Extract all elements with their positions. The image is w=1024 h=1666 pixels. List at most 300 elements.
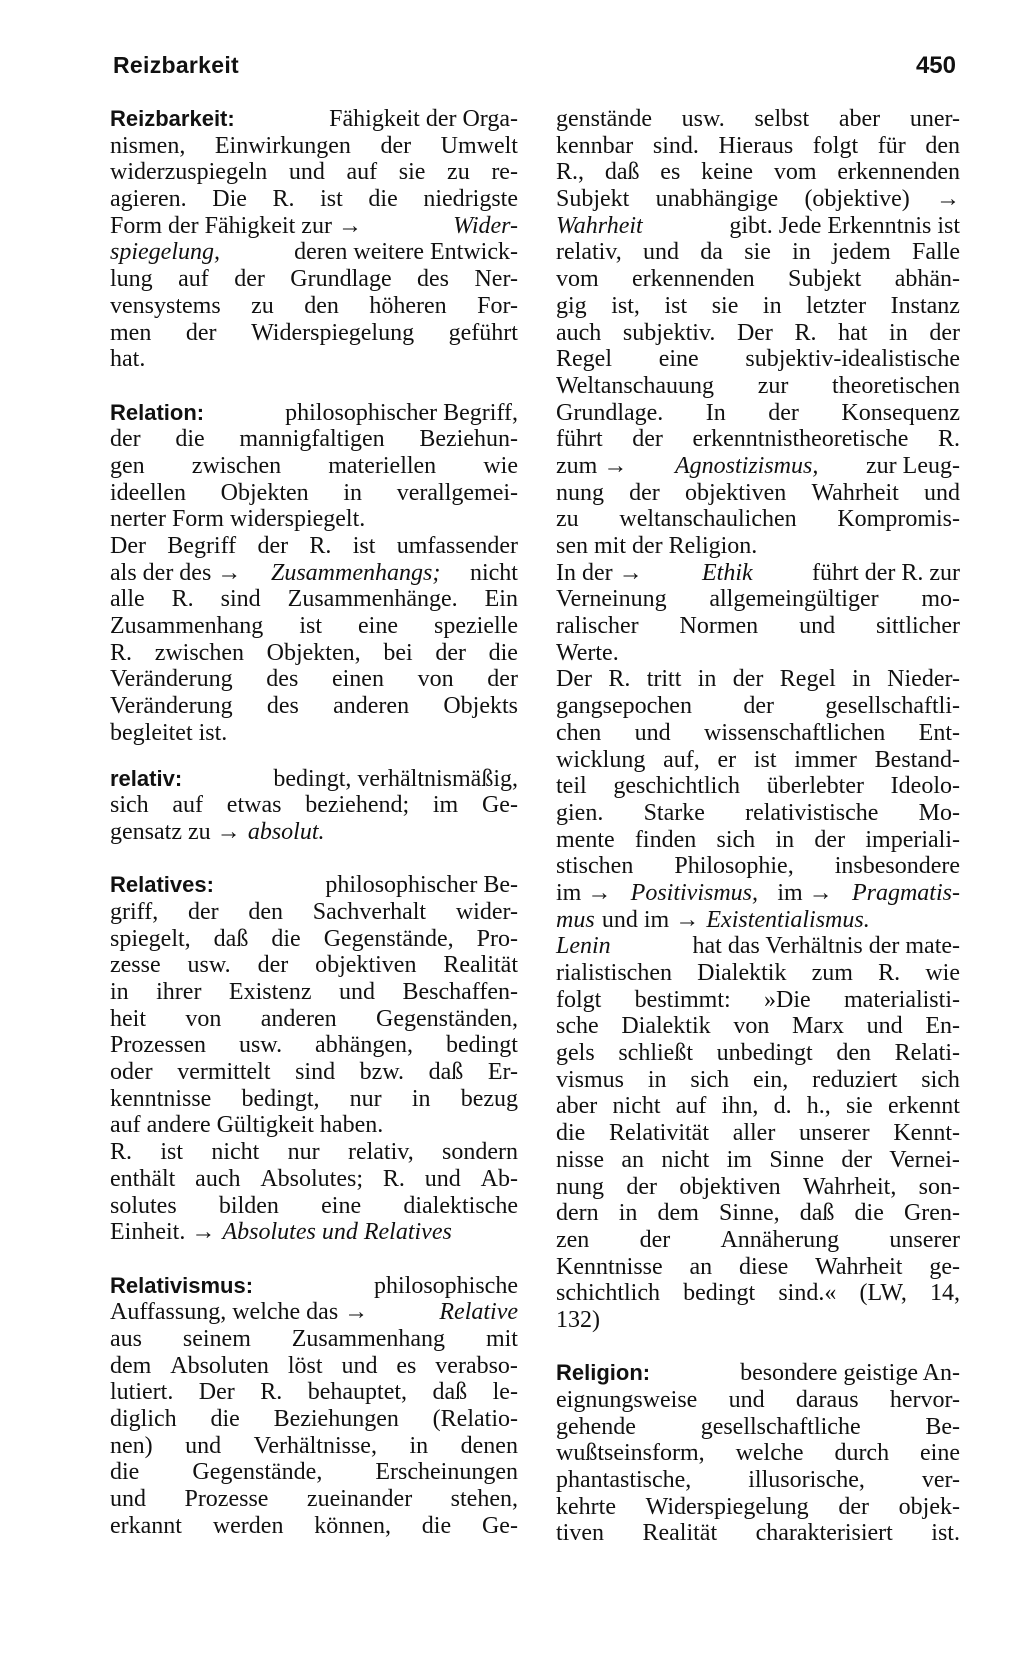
text-line [110,506,518,533]
text-run: Fähigkeit der Orga- [329,106,518,132]
text-line [110,1353,518,1380]
author-name: Lenin [556,933,611,960]
word: Konsequenz [841,399,960,426]
word: Nieder- [887,666,960,693]
word: in [792,239,811,266]
word: die [110,1459,140,1486]
word: Subjekt [556,186,630,213]
text-line [110,560,518,587]
text-run [110,266,518,293]
word: ihrer [156,979,202,1005]
word: spiegelt, [110,925,191,952]
text-line [110,1166,518,1193]
text-run: deren weitere Entwick- [294,239,518,266]
word: Prozessen [110,1032,206,1059]
text-line [556,1280,960,1307]
text-run [556,346,960,373]
text-run [110,1513,518,1540]
text-run: In der → [556,559,643,586]
text-line [556,1387,960,1414]
word: erkennt [887,1093,960,1120]
text-run [110,792,518,819]
word: kennbar [556,132,634,159]
word: Zusammenhang [291,1325,446,1352]
entry-term: Reizbarkeit: [110,106,235,131]
word: in [409,1432,429,1459]
text-line [110,872,518,899]
text-line [110,320,518,347]
word: ge- [929,1253,960,1280]
word: For- [477,292,518,319]
word: nung [556,1173,604,1200]
word: relativ, [347,1139,414,1166]
word: da [700,239,723,266]
word: der [632,426,663,453]
word: in [343,479,363,506]
text-line [556,480,960,507]
word: Marx [791,1013,844,1040]
word: zen [556,1226,590,1253]
word: gehende [556,1413,636,1440]
text-line [556,266,960,293]
word: R. [171,586,194,613]
word: geschichtlich [613,773,740,800]
word: der [487,666,518,693]
word: der [732,666,764,693]
text-run [110,1326,518,1353]
word: tritt [646,666,682,693]
word: von [733,1013,770,1040]
word: abhängen, [315,1032,414,1059]
word: finden [634,826,697,853]
word: zu [447,159,470,186]
word: Philosophie, [674,853,794,880]
text-run [110,1486,518,1513]
text-line [110,1513,518,1540]
word: bedingt [445,1032,518,1059]
text-line [110,533,518,560]
entry-relativismus [110,1273,518,1540]
word: Ideolo- [890,773,960,800]
word: Wahrheit, [802,1173,897,1200]
text-run [110,1032,518,1059]
text-line [110,1406,518,1433]
word: auch [556,319,602,346]
text-run: Form der Fähigkeit zur → [110,212,362,239]
word: men [110,319,152,346]
text-run [110,899,518,926]
text-run [110,1086,518,1113]
text-run [556,426,960,453]
word: ein, [752,1066,789,1093]
entry-religion [556,1360,960,1547]
text-line [110,792,518,819]
word: rialistischen [556,960,672,986]
word: vismus [556,1066,625,1093]
word: bestimmt: [634,986,731,1013]
word: gesellschaftliche [700,1413,861,1440]
word: der [929,319,960,346]
word: ist [664,292,688,319]
word: phantastische, [556,1467,692,1494]
word: daß [604,159,640,186]
entry-term: relativ: [110,765,183,791]
entry-term: Relation: [110,399,205,425]
text-line [110,926,518,953]
text-line [556,907,960,934]
text-run [110,1433,518,1460]
text-run: Einheit. → [110,1219,216,1246]
text-run [110,666,518,693]
text-line [556,1120,960,1147]
word: daß [428,1059,464,1086]
cross-reference: Wahrheit [556,212,643,239]
word: nismen, [110,132,186,159]
text-run [556,1227,960,1254]
word: und [185,1432,222,1459]
word: Gegenstände, [192,1459,323,1486]
word: Begriff [167,533,237,559]
text-line [556,506,960,533]
text-run [110,640,518,667]
word: jedem [832,239,891,266]
word: Sachverhalt [312,898,427,925]
word: In [705,399,726,426]
word: Ner- [474,266,518,293]
text-line [556,720,960,747]
text-line [556,800,960,827]
text-line [556,640,960,667]
word: daß [432,1379,468,1406]
word: stehen, [450,1486,518,1513]
word: der [743,693,774,720]
word: und [110,1486,146,1513]
word: unabhängige [655,186,779,213]
text-line [556,693,960,720]
word: an [689,1253,713,1280]
word: Zusammenhänge. [287,586,458,613]
word: nicht [211,1139,260,1166]
word: lutiert. [110,1379,174,1406]
word: d. [773,1093,792,1120]
word: mannigfaltigen [239,426,385,453]
word: stischen [556,853,634,880]
word: R. [608,666,631,693]
word: die [175,426,205,453]
word: und [799,613,836,640]
word: Objekten [220,479,309,506]
text-line [556,373,960,400]
word: dem [110,1352,152,1379]
cross-reference: Positivismus, [630,879,758,906]
word: beziehend; [305,792,410,819]
text-run: bedingt, verhältnismäßig, [273,765,518,792]
text-run [110,186,518,213]
word: Subjekt [788,266,862,293]
text-line [556,106,960,133]
text-run [110,979,518,1006]
text-run: philosophischer Be- [325,872,518,899]
word: letzter [806,292,867,319]
word: des [417,266,450,293]
word: allgemeingültiger [709,586,879,613]
word: reduziert [812,1066,898,1093]
word: sind.« [778,1280,837,1307]
word: löst [287,1352,323,1379]
text-run [556,239,960,266]
page-number: 450 [915,52,956,79]
text-run: im → [556,879,612,906]
word: Gegenstände, [323,925,454,952]
word: der [257,533,289,559]
word: diese [738,1253,789,1280]
word: aller [732,1120,776,1147]
text-line [110,1086,518,1113]
word: unserer [889,1226,960,1253]
word: in [852,666,871,693]
word: auf [346,159,378,186]
word: vom [773,159,817,186]
word: bezug [460,1085,518,1112]
word: dern [556,1200,599,1227]
word: Ge- [481,1512,518,1539]
cross-reference: Pragmatis- [851,879,960,906]
word: R. [260,1379,283,1406]
word: objektiven [315,952,417,979]
word: R. [382,1165,405,1192]
text-line [110,400,518,427]
word: gien. [556,799,604,826]
word: unserer [799,1120,870,1147]
text-line [556,1440,960,1467]
word: Regel [556,346,612,373]
text-run [110,133,518,160]
text-run [110,693,518,720]
word: sind. [652,132,699,159]
word: und [341,1352,378,1379]
word: griff, [110,898,159,925]
text-line [556,400,960,427]
word: daraus [795,1387,859,1413]
running-title: Reizbarkeit [113,52,240,78]
word: zu [556,506,579,533]
text-line [556,1307,960,1334]
text-run: im → [777,879,833,906]
text-run: philosophischer Begriff, [285,399,518,426]
text-run [556,373,960,400]
word: teil [556,773,587,800]
word: Pro- [476,925,518,952]
word: der [629,479,660,506]
word: subjektiv. [622,319,716,346]
text-line [110,1299,518,1326]
word: der [234,266,265,293]
word: Falle [911,239,960,266]
word: Widerspiegelung [251,319,415,346]
text-run [556,1280,960,1307]
text-line [556,293,960,320]
word: erkennenden [837,159,960,186]
text-line [556,1254,960,1281]
word: zesse [110,952,161,979]
word: den [836,1040,871,1067]
word: usw. [681,106,725,132]
word: gels [556,1040,595,1067]
text-line [110,613,518,640]
word: Ent- [918,719,960,746]
word: umfassender [396,533,518,559]
word: R. [937,426,960,453]
word: charakterisiert [755,1520,893,1547]
word: R. [110,639,133,666]
word: objektiven [679,1173,781,1200]
word: R. [272,186,295,213]
word: hervor- [889,1387,960,1413]
text-run [556,1254,960,1281]
word: Ein [484,586,518,613]
text-run [556,1093,960,1120]
word: in [697,666,717,693]
word: Weltanschauung [556,372,715,399]
text-run: gensatz zu → [110,818,241,845]
word: R. [794,319,817,346]
word: von [417,666,454,693]
cross-reference: Existentialismus. [706,906,870,933]
text-line [556,1040,960,1067]
text-line [556,133,960,160]
text-run [110,426,518,453]
text-line [110,133,518,160]
word: und [923,479,960,506]
text-run [556,1174,960,1201]
word: bzw. [359,1059,405,1086]
word: der [187,898,219,925]
word: die [368,186,398,213]
word: schließt [618,1040,693,1067]
word: abhän- [894,266,960,293]
text-line [556,666,960,693]
word: der [838,1493,869,1520]
word: sie [744,239,771,266]
word: kehrte [556,1493,616,1520]
word: selbst [754,106,810,132]
word: R. [309,533,332,559]
word: Absoluten [170,1352,269,1379]
word: Grundlage [290,266,392,293]
text-run [556,1440,960,1467]
text-run [110,533,518,560]
word: eignungsweise [556,1387,698,1413]
word: die [854,1200,884,1227]
text-line [110,1326,518,1353]
word: höheren [369,292,447,319]
word: Kenntnisse [556,1253,663,1280]
text-line [110,426,518,453]
word: aber [556,1093,598,1120]
word: mo- [921,586,960,613]
cross-reference: Absolutes und Relatives [222,1219,452,1246]
word: den [304,292,339,319]
word: materiellen [328,452,437,479]
word: verabso- [435,1352,518,1379]
word: mit [485,1325,518,1352]
text-run [556,1013,960,1040]
text-run [556,720,960,747]
text-line [556,533,960,560]
word: für [877,132,906,159]
word: En- [925,1013,960,1040]
text-line [556,853,960,880]
word: Umwelt [440,132,518,159]
text-run [556,400,960,427]
text-run: gibt. Jede Erkenntnis ist [729,212,960,239]
text-run: begleitet ist. [110,719,228,746]
text-line [110,1219,518,1246]
word: sittlicher [876,613,960,640]
word: auf [172,792,204,819]
word: Regel [779,666,836,693]
word: auf, [663,746,700,773]
word: diglich [110,1406,177,1432]
word: ist [299,613,322,640]
word: objek- [898,1493,960,1520]
word: hat [838,319,868,346]
word: sondern [442,1139,518,1166]
word: ralischer [556,613,639,640]
word: die [421,1512,452,1539]
text-run: nicht [469,559,518,586]
word: in [775,826,795,853]
word: nur [287,1139,320,1166]
text-line [556,239,960,266]
word: sie [711,292,739,319]
text-run [556,159,960,186]
cross-reference: Wider- [453,212,518,239]
text-line [110,586,518,613]
text-line [556,1013,960,1040]
word: nen) [110,1432,153,1459]
word: nisse [556,1146,604,1173]
word: daß [799,1200,835,1227]
word: tiven [556,1520,604,1547]
word: Realität [443,952,518,979]
word: in [889,319,908,346]
word: ist [320,186,343,213]
text-run [556,853,960,880]
text-run [110,159,518,186]
text-run [110,613,518,640]
text-line [556,613,960,640]
text-line [110,1139,518,1166]
word: an [621,1146,644,1173]
word: zueinander [306,1486,413,1513]
text-run [110,293,518,320]
word: Sinne, [718,1200,780,1227]
word: Instanz [890,292,960,319]
word: des [266,666,299,693]
text-run [110,1459,518,1486]
word: er [717,746,737,773]
text-run [556,960,960,987]
word: geführt [448,319,518,346]
word: dem [657,1200,699,1227]
text-run [556,693,960,720]
word: Existenz [228,979,312,1005]
word: R. [878,960,901,986]
word: welche [735,1440,804,1467]
word: kenntnisse [110,1085,212,1112]
text-run [110,320,518,347]
